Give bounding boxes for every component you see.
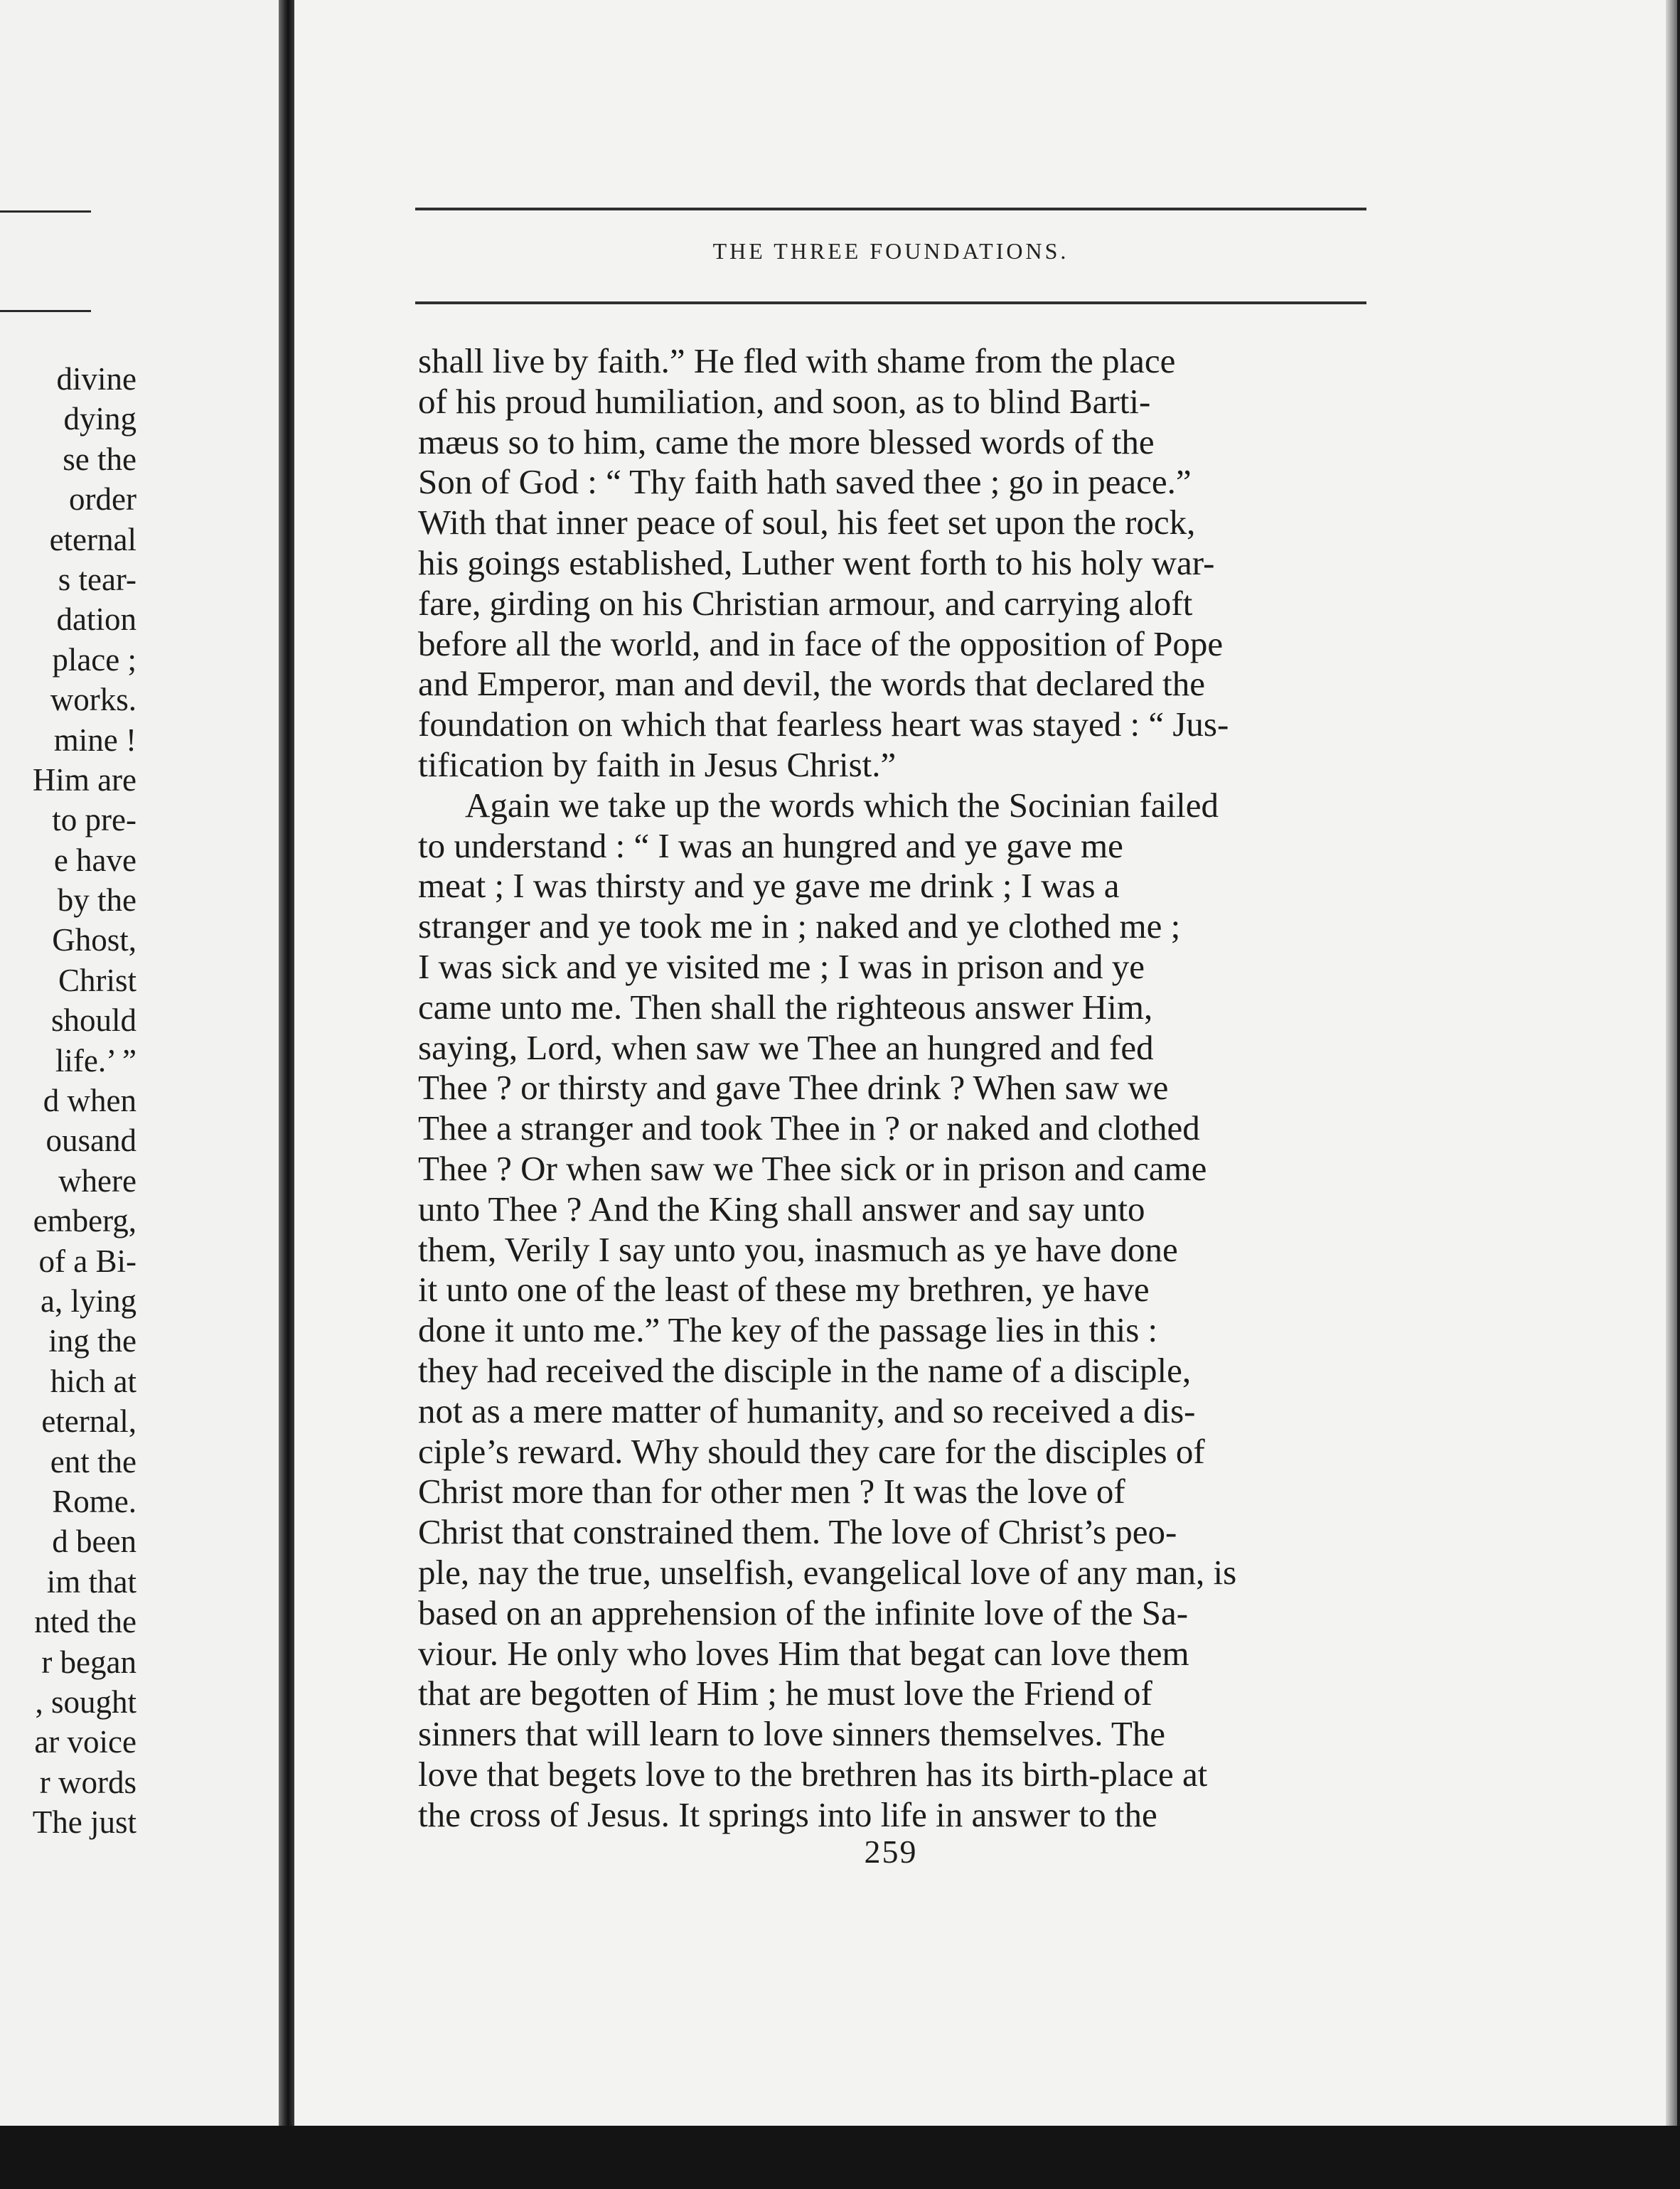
left-page-line: dation	[56, 601, 137, 638]
page-right-edge	[1666, 0, 1677, 2126]
left-header-rule-top	[0, 210, 91, 213]
left-page-line: se the	[63, 441, 137, 477]
left-page-line-list	[0, 359, 137, 1842]
left-facing-page	[0, 0, 279, 2126]
text-line: foundation on which that fearless heart was stayed : “ Jus-	[418, 705, 1229, 744]
text-line: viour. He only who loves Him that begat can love them	[418, 1633, 1189, 1673]
text-line: mæus so to him, came the more blessed words of the	[418, 422, 1155, 461]
left-page-line: Him are	[32, 761, 137, 798]
text-line: sinners that will learn to love sinners themselves. The	[418, 1714, 1166, 1754]
text-line: love that begets love to the brethren has its birth-place at	[418, 1754, 1208, 1794]
text-line: the cross of Jesus. It springs into life in answer to the	[418, 1794, 1157, 1834]
left-page-line: ent the	[50, 1443, 137, 1479]
left-header-rule-bottom	[0, 310, 91, 312]
left-page-line: d been	[52, 1524, 137, 1560]
text-line: meat ; I was thirsty and ye gave me drink ; I was a	[418, 866, 1120, 906]
running-head: THE THREE FOUNDATIONS.	[712, 238, 1069, 264]
left-page-line: Ghost,	[52, 922, 137, 958]
text-line: unto Thee ? And the King shall answer and say unto	[418, 1189, 1145, 1229]
text-line: they had received the disciple in the name of a disciple,	[418, 1350, 1192, 1390]
text-line: With that inner peace of soul, his feet set upon the rock,	[418, 503, 1196, 542]
text-line: to understand : “ I was an hungred and ye gave me	[418, 825, 1123, 865]
left-page-line: works.	[50, 682, 137, 718]
left-page-line: of a Bi-	[38, 1243, 137, 1279]
left-page-line: a, lying	[41, 1283, 137, 1319]
text-line: saying, Lord, when saw we Thee an hungred and fed	[418, 1027, 1154, 1067]
text-line: Thee ? or thirsty and gave Thee drink ? When saw we	[418, 1068, 1169, 1108]
left-page-line: s tear-	[58, 561, 137, 597]
book-page	[294, 0, 1677, 2126]
left-page-line: r words	[39, 1764, 137, 1800]
left-page-line: where	[58, 1162, 137, 1199]
header-rule-top	[415, 208, 1366, 210]
text-line: Christ that constrained them. The love of Christ’s peo-	[418, 1512, 1177, 1552]
text-line: ciple’s reward. Why should they care for the disciples of	[418, 1431, 1205, 1471]
text-line: it unto one of the least of these my brethren, ye have	[418, 1270, 1150, 1310]
page-body-text	[418, 341, 1413, 1835]
book-spine-gutter	[279, 0, 294, 2126]
text-line: ple, nay the true, unselfish, evangelical love of any man, is	[418, 1552, 1237, 1592]
text-line: his goings established, Luther went forth to his holy war-	[418, 542, 1215, 582]
left-page-line: , sought	[35, 1684, 137, 1720]
left-page-line: should	[50, 1002, 137, 1039]
text-line: Christ more than for other men ? It was the love of	[418, 1472, 1125, 1511]
left-page-line: eternal,	[41, 1403, 137, 1440]
text-line: Son of God : “ Thy faith hath saved thee ; go in peace.”	[418, 462, 1192, 502]
text-line: stranger and ye took me in ; naked and ye clothed me ;	[418, 906, 1181, 946]
text-line: Thee ? Or when saw we Thee sick or in prison and came	[418, 1148, 1207, 1188]
left-page-line: order	[69, 481, 137, 518]
text-line: and Emperor, man and devil, the words that declared the	[418, 664, 1205, 704]
text-line: done it unto me.” The key of the passage lies in this :	[418, 1310, 1158, 1350]
left-page-line: emberg,	[33, 1203, 137, 1239]
left-page-line: ing the	[48, 1323, 137, 1359]
text-line: based on an apprehension of the infinite love of the Sa-	[418, 1593, 1189, 1632]
left-page-line: hich at	[50, 1363, 137, 1399]
text-line: I was sick and ye visited me ; I was in prison and ye	[418, 946, 1145, 986]
left-page-line: dying	[63, 401, 137, 437]
left-page-text	[0, 359, 137, 1852]
left-page-line: e have	[53, 842, 137, 878]
text-line: them, Verily I say unto you, inasmuch as ye have done	[418, 1229, 1178, 1269]
text-line: tification by faith in Jesus Christ.”	[418, 744, 897, 784]
left-page-line: mine !	[53, 722, 137, 758]
text-line: Again we take up the words which the Socinian failed	[465, 785, 1219, 825]
text-line: before all the world, and in face of the opposition of Pope	[418, 623, 1224, 663]
left-page-line: d when	[43, 1083, 137, 1119]
left-page-line: ousand	[46, 1123, 137, 1159]
scanner-bed-strip	[0, 2126, 1680, 2189]
left-page-line: eternal	[49, 521, 137, 557]
text-line: not as a mere matter of humanity, and so received a dis-	[418, 1391, 1196, 1430]
text-line: shall live by faith.” He fled with shame from the place	[418, 341, 1176, 380]
left-page-line: by the	[57, 882, 137, 919]
text-line: that are begotten of Him ; he must love the Friend of	[418, 1674, 1152, 1713]
left-page-line: im that	[46, 1563, 137, 1600]
left-page-line: place ;	[52, 641, 137, 678]
text-line: came unto me. Then shall the righteous answer Him,	[418, 987, 1153, 1027]
left-page-line: to pre-	[52, 802, 137, 838]
text-line: Thee a stranger and took Thee in ? or naked and clothed	[418, 1108, 1200, 1148]
left-page-line: life.’ ”	[55, 1042, 137, 1079]
left-page-line: ar voice	[34, 1724, 137, 1760]
page-number: 259	[864, 1834, 918, 1870]
header-rule-bottom	[415, 301, 1366, 304]
left-page-line: divine	[56, 361, 137, 397]
text-line: of his proud humiliation, and soon, as to blind Barti-	[418, 381, 1151, 421]
left-page-line: The just	[32, 1804, 137, 1841]
left-page-line: nted the	[34, 1604, 137, 1640]
text-line: fare, girding on his Christian armour, and carrying aloft	[418, 583, 1193, 623]
left-page-line: r began	[41, 1644, 137, 1680]
left-page-line: Christ	[58, 962, 137, 998]
left-page-line: Rome.	[52, 1483, 137, 1519]
